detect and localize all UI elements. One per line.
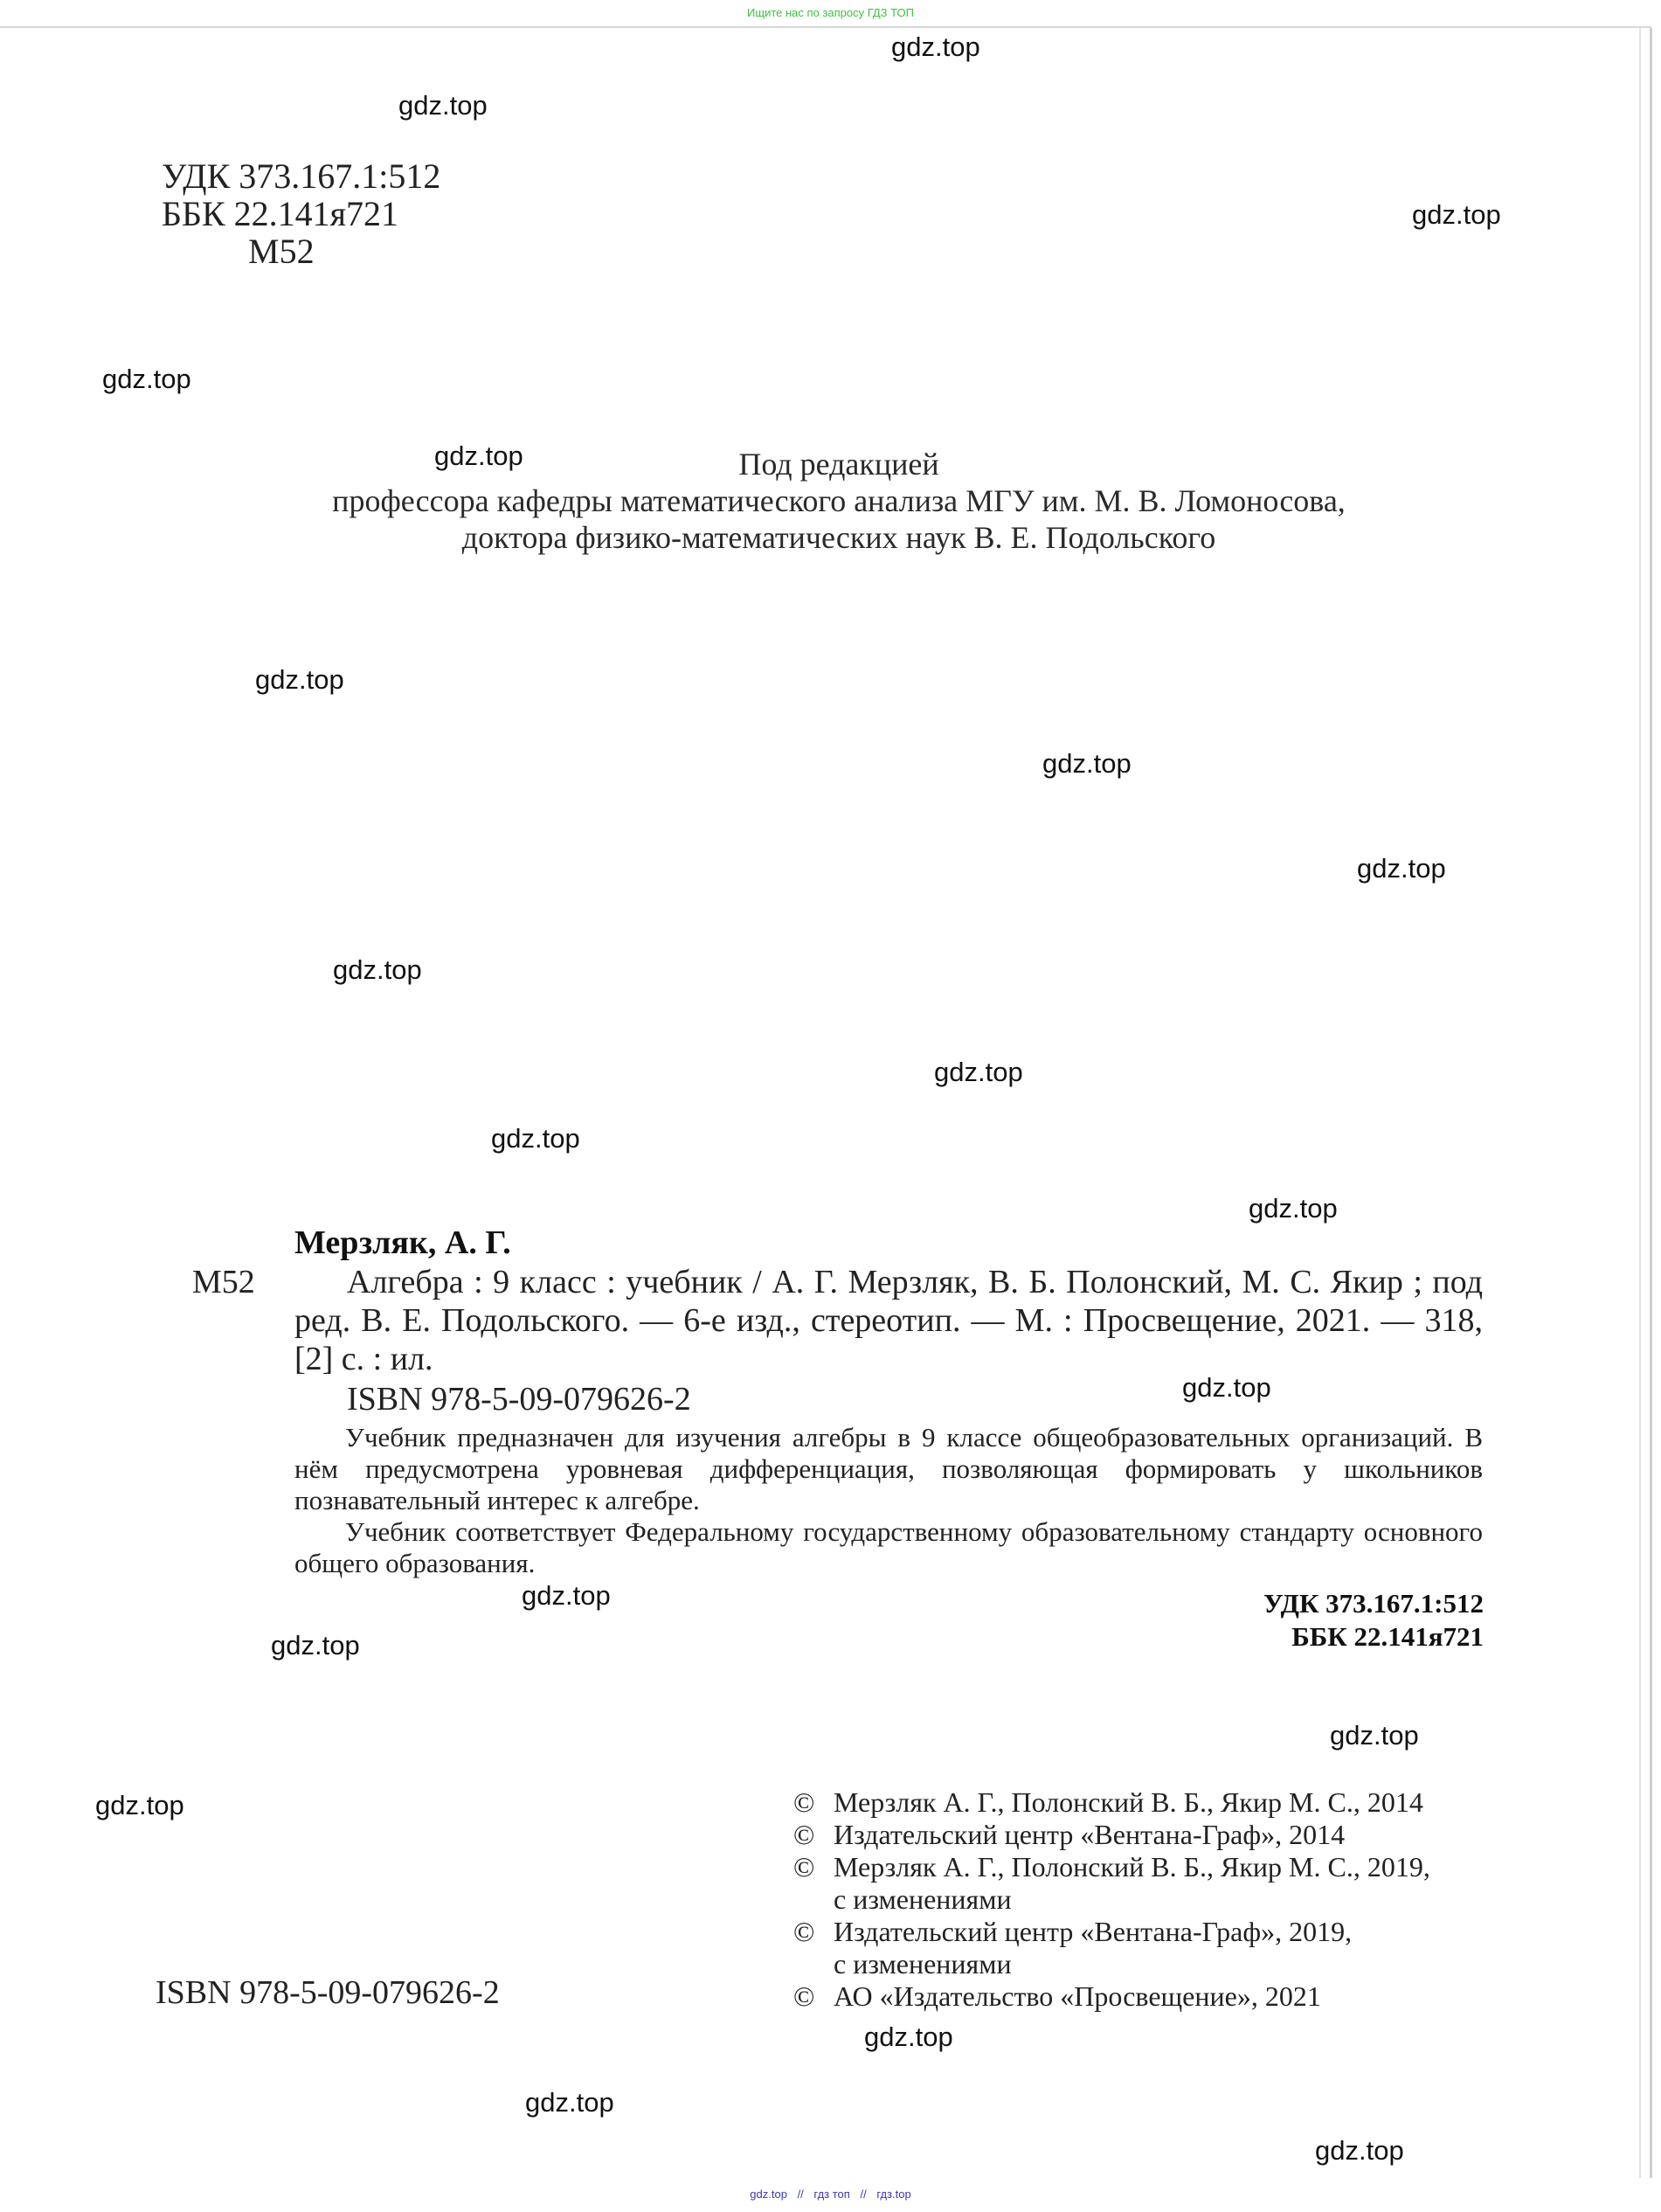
watermark: gdz.top xyxy=(1330,1720,1419,1751)
watermark: gdz.top xyxy=(1042,748,1132,779)
watermark: gdz.top xyxy=(1315,2135,1404,2166)
watermark: gdz.top xyxy=(333,954,422,985)
copyright-icon: © xyxy=(793,1980,815,2012)
bib-udk: УДК 373.167.1:512 xyxy=(1263,1588,1484,1619)
watermark: gdz.top xyxy=(491,1123,580,1154)
watermark: gdz.top xyxy=(271,1630,360,1661)
copyright-line xyxy=(793,1851,1536,1883)
footer-separator: // xyxy=(860,2188,867,2201)
udk-code: УДК 373.167.1:512 xyxy=(162,156,441,196)
annotation-paragraph: Учебник соответствует Федеральному государственному образовательному стандарту основного общего образования. xyxy=(294,1516,1483,1578)
isbn-bottom: ISBN 978-5-09-079626-2 xyxy=(156,1974,500,2011)
watermark: gdz.top xyxy=(525,2087,614,2118)
bib-bbk: ББК 22.141я721 xyxy=(1291,1621,1484,1652)
footer-link[interactable]: gdz.top xyxy=(750,2188,787,2201)
bib-description-text: Алгебра : 9 класс : учебник / А. Г. Мерзляк, В. Б. Полонский, М. С. Якир ; под ред. В. Е. Подольского. — 6-е изд., стереотип. — М. : Просвещение, 2021. — 318, [2] с. : ил. xyxy=(294,1264,1483,1377)
copyright-icon: © xyxy=(793,1786,815,1818)
copyright-text: АО «Издательство «Просвещение», 2021 xyxy=(834,1980,1321,2012)
watermark: gdz.top xyxy=(398,90,488,121)
copyright-line xyxy=(793,1916,1536,1948)
watermark: gdz.top xyxy=(1412,199,1501,230)
page-edge-shadow xyxy=(1639,28,1641,2178)
search-banner[interactable]: Ищите нас по запросу ГДЗ ТОП xyxy=(747,6,914,19)
editor-line: профессора кафедры математического анализа МГУ им. М. В. Ломоносова, xyxy=(332,483,1346,518)
bib-isbn: ISBN 978-5-09-079626-2 xyxy=(347,1381,691,1418)
page-edge xyxy=(1650,28,1652,2178)
copyright-icon: © xyxy=(793,1916,815,1947)
annotation-paragraph: Учебник предназначен для изучения алгебры в 9 классе общеобразовательных организаций. В нём предусмотрена уровневая дифференциация, позволяющая формировать у школьников познавательный интерес к алгебре. xyxy=(294,1422,1483,1515)
watermark: gdz.top xyxy=(102,364,191,394)
bib-annotation xyxy=(294,1422,1483,1579)
bbk-code: ББК 22.141я721 xyxy=(162,194,399,233)
author-sign: М52 xyxy=(248,232,315,271)
copyright-continuation: с изменениями xyxy=(834,1948,1012,1980)
copyright-text: Издательский центр «Вентана-Граф», 2019, xyxy=(834,1916,1353,1947)
footer-links xyxy=(0,2188,1661,2201)
bib-codes xyxy=(1136,1587,1484,1654)
watermark: gdz.top xyxy=(255,664,344,695)
bib-author: Мерзляк, А. Г. xyxy=(294,1224,511,1261)
watermark: gdz.top xyxy=(1249,1193,1338,1224)
footer-separator: // xyxy=(797,2188,804,2201)
copyright-icon: © xyxy=(793,1851,815,1883)
editor-block xyxy=(175,446,1503,556)
watermark: gdz.top xyxy=(891,31,980,62)
copyright-line xyxy=(793,1980,1536,2013)
watermark: gdz.top xyxy=(1182,1372,1271,1403)
copyright-text: Мерзляк А. Г., Полонский В. Б., Якир М. С., 2019, xyxy=(834,1851,1430,1883)
footer-link[interactable]: гдз топ xyxy=(813,2188,850,2201)
copyright-line xyxy=(793,1786,1536,1819)
header-rule xyxy=(0,26,1651,28)
editor-line: доктора физико-математических наук В. Е. Подольского xyxy=(461,520,1216,555)
copyright-icon: © xyxy=(793,1819,815,1850)
watermark: gdz.top xyxy=(864,2021,953,2052)
copyright-text: Мерзляк А. Г., Полонский В. Б., Якир М. С., 2014 xyxy=(834,1786,1423,1818)
watermark: gdz.top xyxy=(1357,853,1446,884)
watermark: gdz.top xyxy=(95,1790,184,1820)
copyright-block xyxy=(793,1786,1536,2013)
bib-code: М52 xyxy=(192,1264,255,1300)
copyright-text: Издательский центр «Вентана-Граф», 2014 xyxy=(834,1819,1346,1850)
watermark: gdz.top xyxy=(522,1580,611,1611)
bib-description xyxy=(294,1263,1483,1418)
watermark: gdz.top xyxy=(934,1057,1023,1087)
footer-link[interactable]: гдз.top xyxy=(876,2188,911,2201)
copyright-continuation: с изменениями xyxy=(834,1883,1012,1915)
editor-line: Под редакцией xyxy=(738,447,939,482)
watermark: gdz.top xyxy=(434,440,523,471)
copyright-line xyxy=(793,1819,1536,1851)
